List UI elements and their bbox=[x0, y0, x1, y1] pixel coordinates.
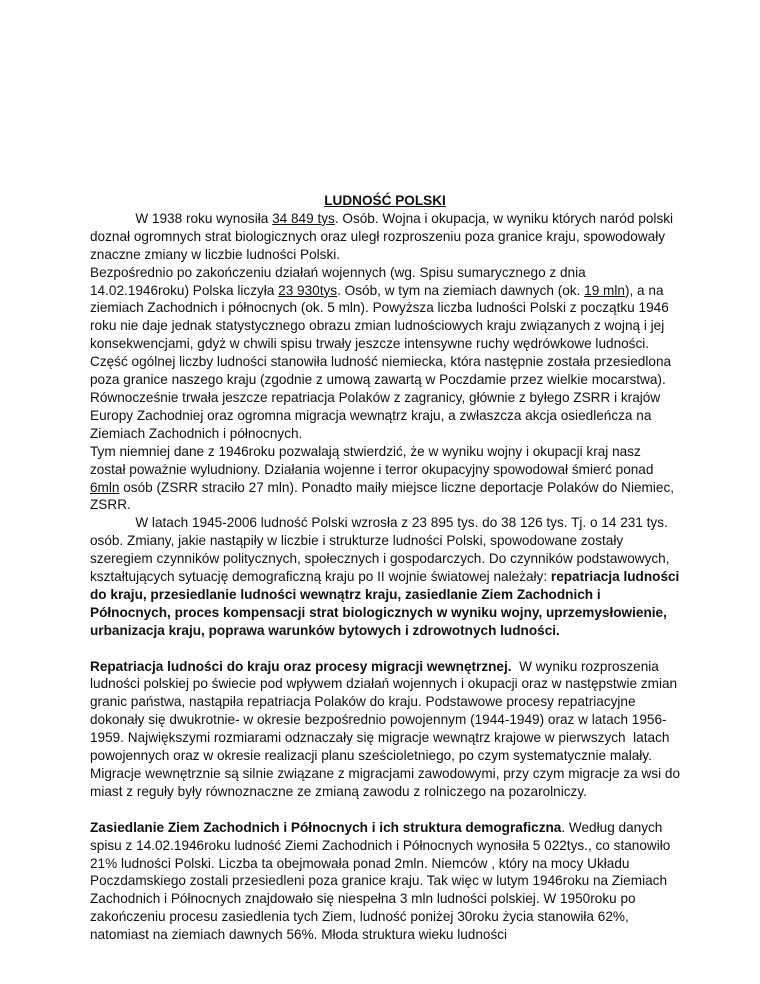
underlined-value: 34 849 tys bbox=[272, 210, 335, 226]
document-body bbox=[90, 192, 684, 944]
text-run: . Według danych spisu z 14.02.1946roku ludność Ziemi Zachodnich i Północnych wynosiła 5 022tys., co stanowiło 21% ludności Polski. Liczba ta obejmowała ponad 2mln. Niemców , który na mocy Układu Poczdamskiego zostali przesiedleni poza granice kraju. Tak więc w lutym 1946roku na Ziemiach Zachodnich i Północnych znajdowało się niespełna 3 mln ludności polskiej. W 1950roku po zakończeniu procesu zasiedlenia tych Ziem, ludność poniżej 30roku życia stanowiła 62%, natomiast na ziemiach dawnych 56%. Młoda struktura wieku ludności bbox=[90, 819, 671, 943]
paragraph-6 bbox=[90, 819, 680, 944]
paragraph-1 bbox=[90, 210, 680, 264]
paragraph-4 bbox=[90, 514, 680, 639]
section-heading: Zasiedlanie Ziem Zachodnich i Północnych i ich struktura demograficzna bbox=[90, 819, 562, 835]
text-run: W 1938 roku wynosiła bbox=[135, 210, 273, 226]
paragraph-3 bbox=[90, 443, 680, 515]
text-run: . Osób, w tym na ziemiach dawnych (ok. bbox=[337, 282, 585, 298]
indent bbox=[90, 211, 135, 226]
bold-run: repatriacja ludności do kraju, przesiedlanie ludności wewnątrz kraju, zasiedlanie Ziem Zachodnich i Północnych, proces kompensacji strat biologicznych w wyniku wojny, uprzemysłowienie, urbanizacja kraju, poprawa warunków bytowych i zdrowotnych ludności. bbox=[90, 569, 680, 638]
indent bbox=[90, 515, 135, 530]
text-run: Bezpośrednio po zakończeniu działań wojennych (wg. Spisu sumarycznego z dnia 14.02.1946roku) Polska liczyła bbox=[90, 264, 586, 298]
underlined-value: 6mln bbox=[90, 479, 120, 495]
underlined-value: 19 mln bbox=[584, 282, 625, 298]
paragraph-2 bbox=[90, 264, 680, 443]
underlined-value: 23 930tys bbox=[278, 282, 338, 298]
text-run: osób (ZSRR straciło 27 mln). Ponadto maiły miejsce liczne deportacje Polaków do Niemiec, ZSRR. bbox=[90, 479, 675, 513]
paragraph-5 bbox=[90, 658, 684, 801]
text-run: ), a na ziemiach Zachodnich i północnych (ok. 5 mln). Powyższa liczba ludności Polski z początku 1946 roku nie daje jednak statystycznego obrazu zmian ludnościowych kraju związanych z wojną i jej konsekwencjami, gdyż w chwili spisu trwały jeszcze intensywne ruchy wędrówkowe ludności. Część ogólnej liczby ludności stanowiła ludność niemiecka, która następnie została przesiedlona poza granice naszego kraju (zgodnie z umową zawartą w Poczdamie przez wielkie mocarstwa). Równocześnie trwała jeszcze repatriacja Polaków z zagranicy, głównie z byłego ZSRR i krajów Europy Zachodniej oraz ogromna migracja wewnątrz kraju, a zwłaszcza akcja osiedleńcza na Ziemiach Zachodnich i północnych. bbox=[90, 282, 672, 441]
text-run: W latach 1945-2006 ludność Polski wzrosła z 23 895 tys. do 38 126 tys. Tj. o 14 231 tys. osób. Zmiany, jakie nastąpiły w liczbie i strukturze ludności Polski, spowodowane zostały szeregiem czynników politycznych, społecznych i gospodarczych. Do czynników podstawowych, kształtujących sytuację demograficzną kraju po II wojnie światowej należały: bbox=[90, 515, 670, 585]
paragraph-gap bbox=[90, 640, 680, 658]
document-title: LUDNOŚĆ POLSKI bbox=[324, 193, 446, 208]
text-run: . Osób. Wojna i okupacja, w wyniku których naród polski doznał ogromnych strat biologicznych oraz uległ rozproszeniu poza granice kraju, spowodowały znaczne zmiany w liczbie ludności Polski. bbox=[90, 210, 674, 262]
text-run: Tym niemniej dane z 1946roku pozwalają stwierdzić, że w wyniku wojny i okupacji kraj nasz został poważnie wyludniony. Działania wojenne i terror okupacyjny spowodował śmierć ponad bbox=[90, 443, 654, 477]
section-heading: Repatriacja ludności do kraju oraz procesy migracji wewnętrznej. bbox=[90, 658, 512, 674]
text-run: W wyniku rozproszenia ludności polskiej po świecie pod wpływem działań wojennych i okupacji oraz w następstwie zmian granic państwa, nastąpiła repatriacja Polaków do kraju. Podstawowe procesy repatriacyjne dokonały się dwukrotnie- w okresie bezpośrednio powojennym (1944-1949) oraz w latach 1956-1959. Największymi rozmiarami odznaczały się migracje wewnątrz krajowe w pierwszych latach powojennych oraz w okresie realizacji planu sześcioletniego, po czym systematycznie malały. Migracje wewnętrznie są silnie związane z migracjami zawodowymi, przy czym migracje za wsi do miast z reguły były równoznaczne ze zmianą zawodu z rolniczego na pozarolniczy. bbox=[90, 658, 684, 799]
paragraph-gap bbox=[90, 801, 680, 819]
